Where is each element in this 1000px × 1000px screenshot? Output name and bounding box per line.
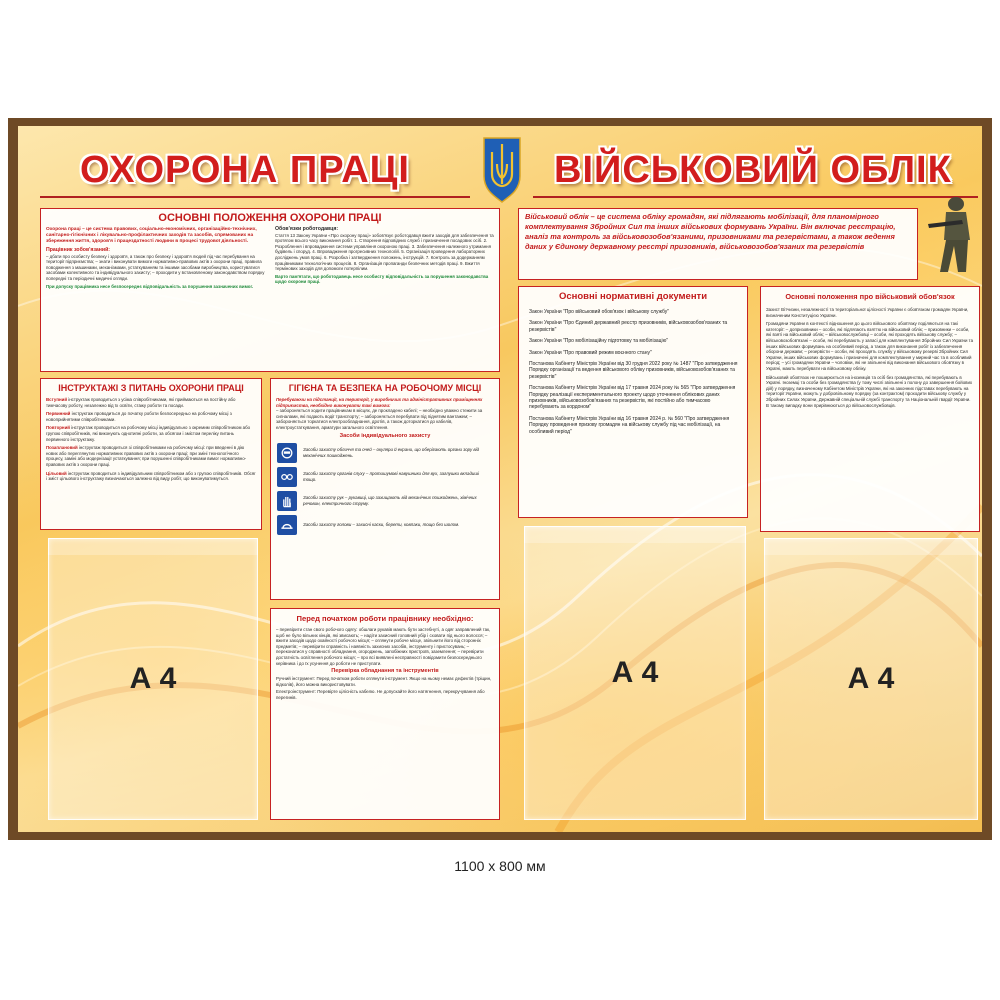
title-military-registration: ВІЙСЬКОВИЙ ОБЛІК <box>554 149 952 191</box>
ppe-caption: Засоби захисту рук – рукавиці, що захищають від механічних пошкоджень, хімічних речовин, електричного струму. <box>303 494 477 506</box>
size-label: 1100 x 800 мм <box>454 858 546 874</box>
hand-tool-text: Ручний інструмент: Перед початком роботи оглянути інструмент. Якщо на ньому немає дефектів (тріщин, відколів), його можна використовувати. <box>276 676 492 687</box>
title-occupational-safety: ОХОРОНА ПРАЦІ <box>80 149 410 191</box>
title-underline-right <box>533 196 978 198</box>
a4-pocket-right <box>764 538 978 820</box>
before-work-panel <box>270 608 500 820</box>
briefing-text: інструктаж проводиться на робочому місці індивідуально з окремим співробітником або групою співробітників, які виконують однотипні роботи, за обсягом і змістом переліку питань первинного інструктажу. <box>46 425 251 442</box>
briefing-item <box>46 445 256 467</box>
ppe-item <box>277 491 493 511</box>
briefing-type: Первинний <box>46 411 71 417</box>
military-intro-panel <box>518 208 918 280</box>
briefing-item <box>46 425 256 442</box>
duty-p2: Громадяни України в контексті відношення до цього військового обов'язку поділяються на такі категорії: – допризовники – особи, які підлягають взяттю на військовий облік; – призовники – особи, які взяті на військовий облік; – військовослужбовці – особи, які проходять військову службу; – військовозобов'язані – особи, які перебувають у запасі для комплектування Збройних Сил України та інших військових формувань на особливий період, а також для виконання робіт із забезпечення оборони держави; – резервісти – особи, які проходять службу у військовому резерві Збройних Сил України, інших військових формувань і призначені для комплектування у мирний час та в особливий період; – усі громадяни України – чоловіки, які не звільнені від виконання військового обов'язку в Україні, мають перебувати на військовому обліку. <box>766 321 974 371</box>
gloves-icon <box>277 491 297 511</box>
board-background <box>18 126 982 832</box>
a4-pocket-middle <box>524 526 746 820</box>
duty-panel <box>760 286 980 532</box>
a4-label: А 4 <box>611 656 659 689</box>
a4-label: А 4 <box>129 662 177 695</box>
helmet-icon <box>277 443 297 463</box>
briefing-type: Вступний <box>46 397 68 402</box>
normative-docs-panel <box>518 286 748 518</box>
briefing-item <box>46 471 256 482</box>
ppe-caption: Засоби захисту голови – захисні каски, берети, ковпаки, тощо без шолом. <box>303 521 460 527</box>
worker-duties-note: При допуску працівника несе безпосереднє відповідальність за порушення зазначених вимог. <box>46 283 254 289</box>
check-heading: Перевірка обладнання та інструментів <box>331 668 439 675</box>
ppe-item <box>277 515 493 535</box>
safety-main-title: ОСНОВНІ ПОЛОЖЕННЯ ОХОРОНИ ПРАЦІ <box>158 212 382 224</box>
normative-doc-item: Постанова Кабінету Міністрів України від 16 травня 2024 р. № 560 "Про затвердження Порядку проведення призову громадян на військову службу під час мобілізації, на особливий період" <box>529 415 730 435</box>
briefing-type: Повторний <box>46 425 70 431</box>
ppe-item <box>277 467 493 487</box>
employer-duties-text: Стаття 13 Закону України «Про охорону праці» зобов'язує роботодавця вжити заходів для забезпечення та протягом всього часу виконання робіт. 1. Створення відповідних служб і призначення посадових осіб. 2. Розроблення і впровадження системи управління охороною праці. 3. Забезпечення належного утримання будівель і споруд. 4. Впровадження прогресивних технологій. 5. Організація проведення лабораторних досліджень умов праці. 6. Розробка і затвердження положень, інструкцій. 7. Контроль за додержанням працівниками технологічних процесів. 8. Організація пропаганди безпечних методів праці. 9. Вжиття термінових заходів для допомоги потерпілим. <box>275 232 494 272</box>
ppe-caption: Засоби захисту обличчя та очей – окуляри й екрани, що оберігають органи зору від механічних пошкоджень. <box>303 446 480 458</box>
briefing-type: Цільовий <box>46 470 67 476</box>
hygiene-intro: Перебуваючи на підстанції, на території, у виробничих та адміністративних приміщеннях підприємства, необхідно виконувати такі вимоги: <box>276 397 483 408</box>
employer-duties-heading: Обов'язки роботодавця: <box>275 226 339 232</box>
ppe-list <box>271 443 499 535</box>
stand-board <box>8 118 992 840</box>
briefing-text: інструктаж проводиться з усіма співробітниками, які приймаються на постійну або тимчасову роботу, незалежно від їх освіти, стажу роботи та посади. <box>46 397 236 408</box>
pocket-lip <box>48 538 258 555</box>
power-tool-text: Електроінструмент: Перевірте цілісність кабелю. Не допускайте його натягнення, перекручування або перегинів. <box>276 689 485 700</box>
normative-doc-item: Закон України "Про мобілізаційну підготовку та мобілізацію" <box>529 338 669 345</box>
normative-doc-item: Закон України "Про Єдиний державний реєстр призовників, військовозобов'язаних та резервістів" <box>529 320 728 333</box>
duty-title: Основні положення про військовий обов'язок <box>785 292 955 301</box>
ppe-caption: Засоби захисту органів слуху – протишумові навушники для вух, заглушки вкладиші тощо. <box>303 470 479 482</box>
briefing-type: Позаплановий <box>46 445 78 451</box>
briefings-panel <box>40 378 262 530</box>
before-work-title: Перед початком роботи працівнику необхідно: <box>296 614 474 623</box>
worker-duties-heading: Працівник зобов'язаний: <box>46 247 111 253</box>
soldier-icon <box>926 194 978 276</box>
briefing-text: інструктаж проводиться з індивідуальним співробітником або з групою співробітників. Обсяг і зміст цільового інструктажу визначаються залежно від виду робіт, що виконуватимуться. <box>46 470 256 482</box>
a4-label: А 4 <box>847 662 895 695</box>
hygiene-text: – забороняється ходити працівникам в місцях, де прокладено кабелі; – необхідно уважно стежити за сигналами, які подають водії транспорту; – забороняється перебувати під піднятим вантажем; – забороняється торкатися електрообладнання, дротів, а також доторкатися до кабелів, електроустаткування, арматури загального освітлення. <box>276 408 483 430</box>
briefing-item <box>46 397 256 408</box>
briefings-list <box>41 397 261 482</box>
before-work-text: – перевірити стан свого робочого одягу: обшлаги рукавів мають бути застебнуті, а одяг заправлений так, щоб не було вільних кінців, які звисають; – надіти захисний головний убір і сховати під нього волосся; – вжити заходів щодо охайності робочого місця; – оглянути робоче місце, звільнити його від сторонніх предметів; – перевірити справність і наявність захисних засобів, інструменту і пристосувань; – переконатися у справності обладнання, огороджень, запобіжних пристроїв, заземлення; – перевірити достатність освітлення робочого місця; – про всі виявлені несправності повідомити безпосереднього керівника і до їх усунення до роботи не приступати. <box>276 627 491 666</box>
pocket-lip <box>764 538 978 555</box>
hygiene-panel <box>270 378 500 600</box>
employer-duties-note: Варто пам'ятати, що роботодавець несе особисту відповідальність за порушення законодавства щодо охорони праці. <box>275 273 489 285</box>
normative-doc-item: Закон України "Про військовий обов'язок і військову службу" <box>529 309 670 315</box>
title-underline-left <box>40 196 470 198</box>
docs-list <box>519 309 747 435</box>
a4-pocket-left <box>48 538 258 820</box>
ppe-item <box>277 443 493 463</box>
briefing-text: інструктаж проводиться до початку роботи безпосередньо на робочому місці з новоприйнятими співробітниками. <box>46 411 232 422</box>
ppe-heading: Засоби індивідуального захисту <box>339 432 431 439</box>
duty-p3: Військовий обов'язок не поширюється на іноземців та осіб без громадянства, які перебувають в Україні. Іноземці та особи без громадянства (у тому числі звільнені з полону до завершення бойових дій) у порядку, визначеному Кабінетом Міністрів України, які на законних підставах перебувають на території України, можуть у добровільному порядку (за контрактом) проходити військову службу у Збройних Силах України, Державній спеціальній службі транспорту та Національній гвардії України. В такому випадку вони прирівнюються до військовослужбовців. <box>766 374 973 408</box>
normative-doc-item: Постанова Кабінету Міністрів України від 30 грудня 2022 року № 1487 "Про затвердження Порядку організації та ведення військового обліку призовників, військовозобов'язаних та резервістів" <box>529 361 738 380</box>
goggles-icon <box>277 467 297 487</box>
trident-icon <box>480 134 524 204</box>
military-definition: Військовий облік – це система обліку громадян, які підлягають мобілізації, для планомірного комплектування Збройних Сил та інших військових формувань України. Він включає реєстрацію, аналіз та контроль за військовозобов'язаними, призовниками та резервістами, а також ведення даних у Єдиному державному реєстрі призовників, військовозобов'язаних та резервістів <box>525 212 896 251</box>
safety-definition: Охорона праці – це система правових, соціально-економічних, організаційно-технічних, санітарно-гігієнічних і лікувально-профілактичних заходів та засобів, спрямованих на збереження життя, здоров'я і працездатності людини в процесі трудової діяльності. <box>46 227 257 244</box>
pocket-lip <box>524 526 746 543</box>
hardhat-icon <box>277 515 297 535</box>
normative-doc-item: Постанова Кабінету Міністрів України від 17 травня 2024 року № 565 "Про затвердження Порядку реалізації експериментального проекту щодо уточнення облікових даних призовників, військовозобов'язаних та резервістів, які постійно або тимчасово перебувають за кордоном" <box>529 385 736 411</box>
briefing-item <box>46 411 256 422</box>
briefing-text: інструктаж проводиться зі співробітниками на робочому місці: при введенні в дію нових або переглянутих нормативних правових актів з охорони праці; при зміні технологічного процесу, заміні або модернізації устаткування; при порушенні співробітниками вимог нормативно-правових актів з охорони праці. <box>46 445 247 467</box>
normative-doc-item: Закон України "Про правовий режим воєнного стану" <box>529 349 652 356</box>
worker-duties-text: – дбати про особисту безпеку і здоров'я, а також про безпеку і здоров'я людей під час перебування на території підприємства; – знати і виконувати вимоги нормативно-правових актів з охорони праці, правила поводження з машинами, механізмами, устаткуванням та іншими засобами виробництва, користуватися засобами колективного та індивідуального захисту; – проходити у встановленому законодавством порядку попередні та періодичні медичні огляди. <box>46 253 265 281</box>
normative-docs-title: Основні нормативні документи <box>558 291 708 302</box>
briefings-title: ІНСТРУКТАЖІ З ПИТАНЬ ОХОРОНИ ПРАЦІ <box>58 383 244 393</box>
safety-main-panel <box>40 208 500 372</box>
duty-p1: Захист Вітчизни, незалежності та територіальної цілісності України є обов'язком громадян України, визначеним Конституцією України. <box>766 307 969 318</box>
hygiene-title: ГІГІЄНА ТА БЕЗПЕКА НА РОБОЧОМУ МІСЦІ <box>288 383 482 393</box>
